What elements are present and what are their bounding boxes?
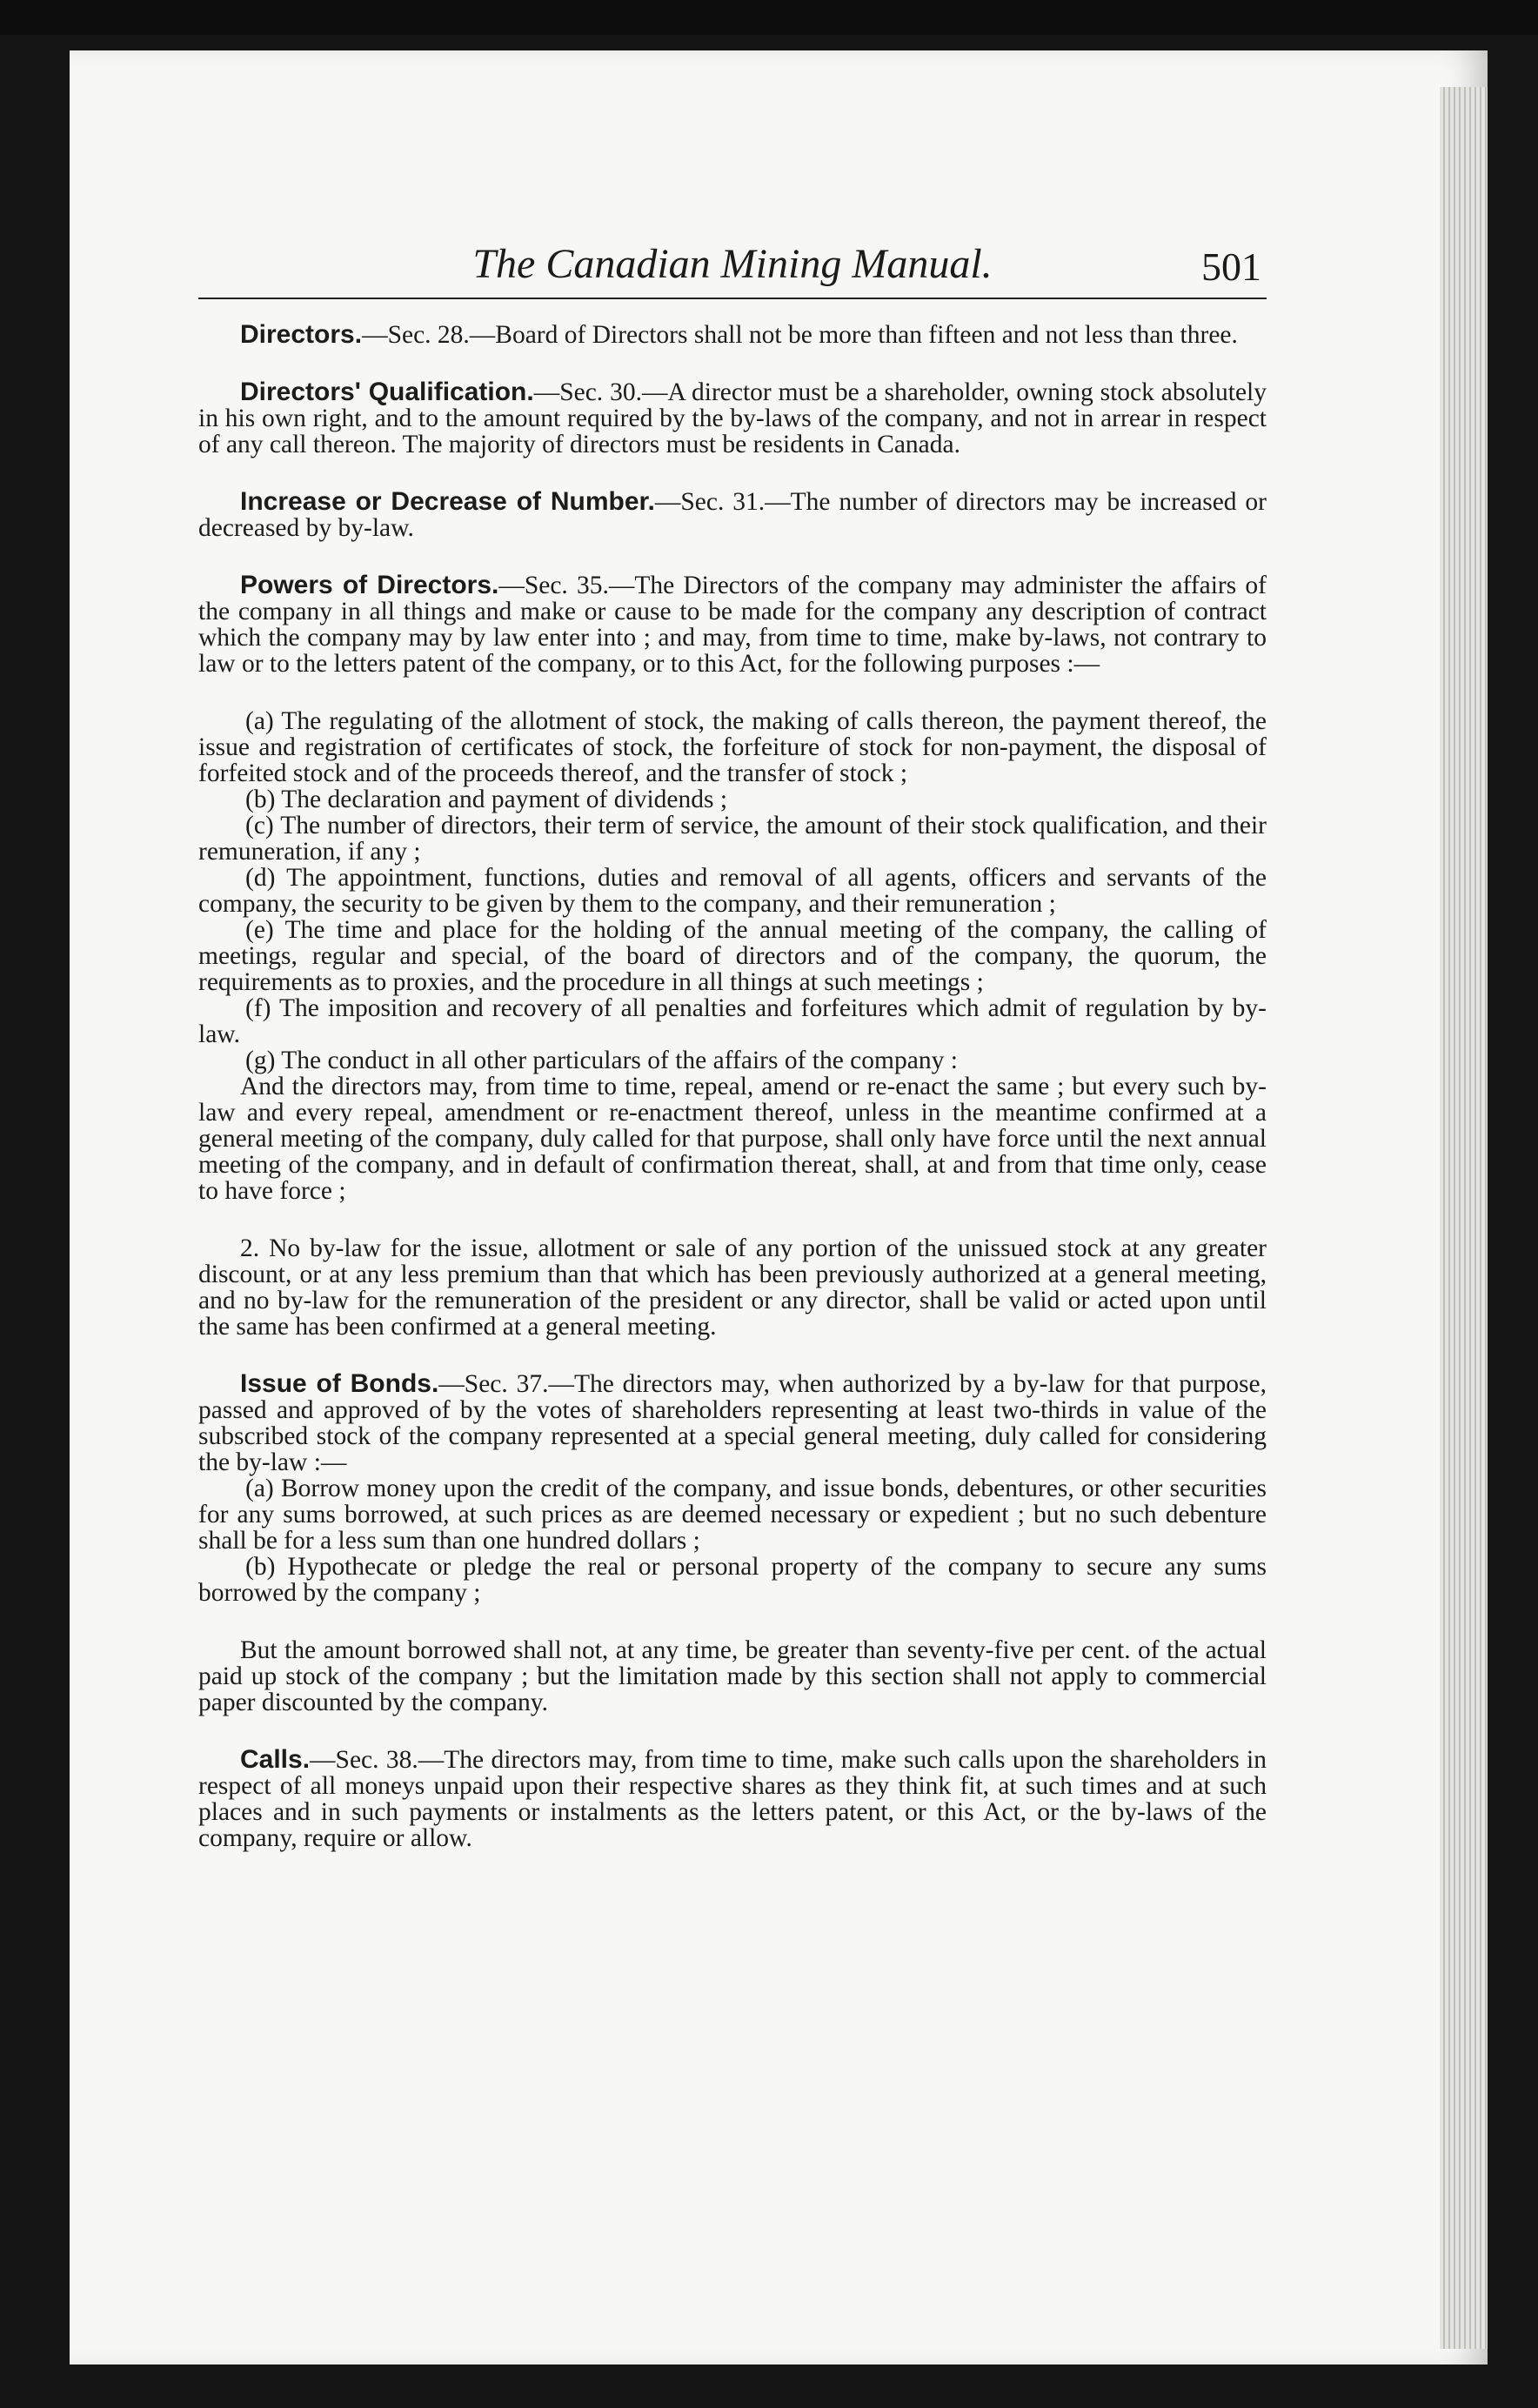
- page-body: [198, 322, 1267, 1851]
- section-directors: [198, 322, 1267, 348]
- section-text: —Sec. 28.—Board of Directors shall not be more than fifteen and not less than three.: [362, 321, 1238, 349]
- section-text: —Sec. 31.—The number of directors may be increased or decreased by by-law.: [198, 488, 1267, 542]
- section-heading: Powers of Directors.: [240, 571, 499, 599]
- powers-followup: And the directors may, from time to time, repeal, amend or re-enact the same ; but every such by-law and every repeal, amendment or re-enactment thereof, unless in the meantime confirmed at a general meeting of the company, duly called for that purpose, shall only have force until the next annual meeting of the company, and in default of confirmation thereat, shall, at and from that time only, cease to have force ;: [198, 1073, 1267, 1205]
- powers-clause-g: (g) The conduct in all other particulars of the affairs of the company :: [245, 1047, 958, 1074]
- section-qualification: [198, 379, 1267, 458]
- scan-border: [0, 0, 1538, 35]
- section-heading: Directors.: [240, 320, 363, 349]
- section-text: —Sec. 35.—The Directors of the company may administer the affairs of the company in all things and make or cause to be made for the company any description of contract which the company may by law enter into ; and may, from time to time, make by-laws, not contrary to law or to the letters patent of the company, or to this Act, for the following purposes :—: [198, 572, 1267, 678]
- bonds-clause-a: (a) Borrow money upon the credit of the company, and issue bonds, debentures, or other securities for any sums borrowed, at such prices as are deemed necessary or expedient ; but no such debenture shall be for a less sum than one hundred dollars ;: [198, 1475, 1267, 1555]
- section-text: —Sec. 37.—The directors may, when authorized by a by-law for that purpose, passed and approved of by the votes of shareholders representing at least two-thirds in value of the subscribed stock of the company represented at a special general meeting, duly called for considering the by-law :—: [198, 1370, 1267, 1476]
- powers-clause-c: (c) The number of directors, their term of service, the amount of their stock qualification, and their remuneration, if any ;: [198, 812, 1267, 866]
- page-header: [198, 235, 1267, 299]
- powers-clause-a: (a) The regulating of the allotment of stock, the making of calls thereon, the payment thereof, the issue and registration of certificates of stock, the forfeiture of stock for non-payment, the disposal of forfeited stock and of the proceeds thereof, and the transfer of stock ;: [198, 707, 1267, 787]
- subsection-2: 2. No by-law for the issue, allotment or sale of any portion of the unissued stock at any greater discount, or at any less premium than that which has been previously authorized at a general meeting, and no by-law for the remuneration of the president or any director, shall be valid or acted upon until the same has been confirmed at a general meeting.: [198, 1234, 1267, 1341]
- powers-clause-e: (e) The time and place for the holding of the annual meeting of the company, the calling of meetings, regular and special, of the board of directors and of the company, the quorum, the requirements as to proxies, and the procedure in all things at such meetings ;: [198, 916, 1267, 996]
- section-calls: [198, 1747, 1267, 1851]
- section-number: [198, 489, 1267, 541]
- bonds-limitation: But the amount borrowed shall not, at any time, be greater than seventy-five per cent. of the actual paid up stock of the company ; but the limitation made by this section shall not apply to commercial paper discounted by the company.: [198, 1636, 1267, 1716]
- powers-clause-d: (d) The appointment, functions, duties and removal of all agents, officers and servants of the company, the security to be given by them to the company, and their remuneration ;: [198, 864, 1267, 918]
- running-title: The Canadian Mining Manual.: [472, 241, 993, 287]
- section-heading: Issue of Bonds.: [240, 1369, 439, 1398]
- powers-clause-f: (f) The imposition and recovery of all penalties and forfeitures which admit of regulation by by-law.: [198, 994, 1267, 1048]
- section-text: —Sec. 38.—The directors may, from time to time, make such calls upon the shareholders in respect of all moneys unpaid upon their respective shares as they think fit, at such times and at such places and in such payments or instalments as the letters patent, or this Act, or the by-laws of the company, require or allow.: [198, 1746, 1267, 1852]
- section-heading: Calls.: [240, 1745, 311, 1774]
- bonds-clause-b: (b) Hypothecate or pledge the real or personal property of the company to secure any sums borrowed by the company ;: [198, 1553, 1267, 1607]
- page-edge-shading: [1440, 87, 1488, 2349]
- section-heading: Directors' Qualification.: [240, 378, 534, 406]
- powers-clause-b: (b) The declaration and payment of dividends ;: [245, 786, 728, 813]
- page-number: 501: [1201, 244, 1261, 289]
- section-bonds: [198, 1371, 1267, 1475]
- section-heading: Increase or Decrease of Number.: [240, 487, 655, 516]
- section-text: —Sec. 30.—A director must be a shareholder, owning stock absolutely in his own right, and to the amount required by the by-laws of the company, and not in arrear in respect of any call thereon. The majority of directors must be residents in Canada.: [198, 378, 1267, 458]
- section-powers: [198, 572, 1267, 677]
